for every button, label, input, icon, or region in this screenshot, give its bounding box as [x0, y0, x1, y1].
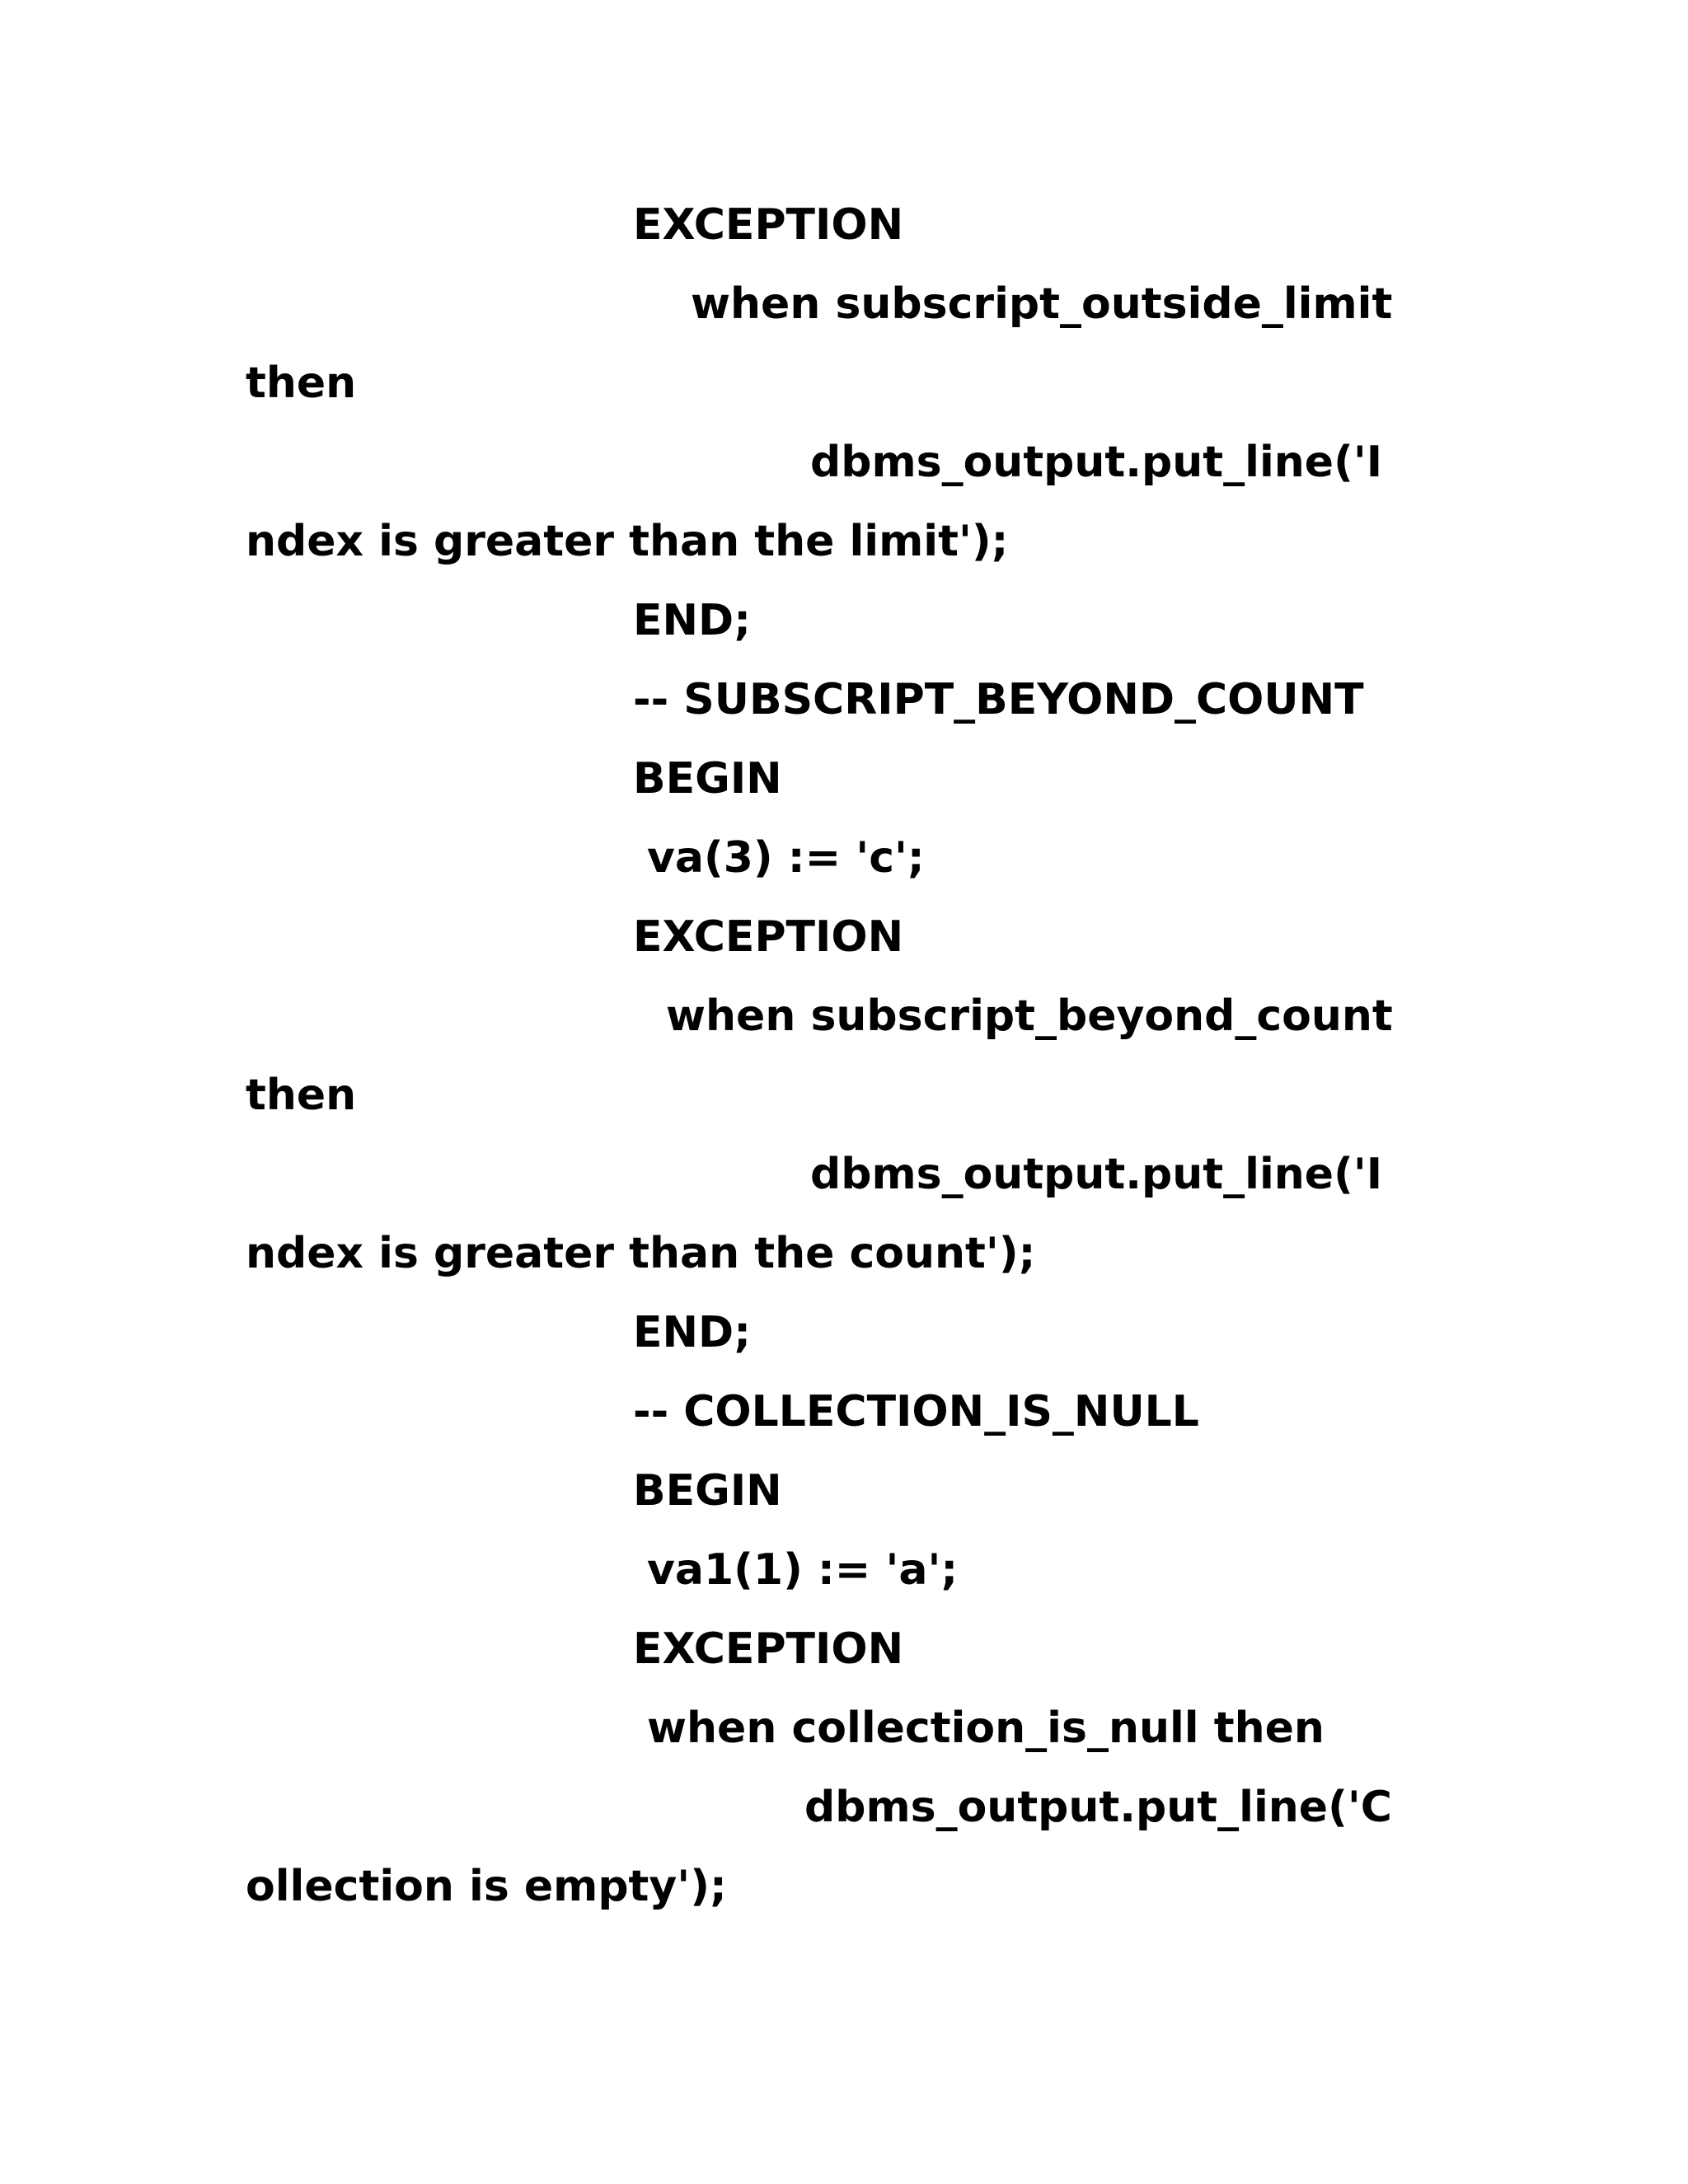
code-line: END; [633, 596, 751, 645]
code-line: dbms_output.put_line('C [804, 1783, 1392, 1832]
code-line: BEGIN [633, 1466, 782, 1516]
code-line: when subscript_beyond_count [666, 991, 1393, 1041]
code-line: ndex is greater than the limit'); [246, 517, 1009, 566]
code-line: then [246, 1071, 357, 1120]
code-line: EXCEPTION [633, 1624, 904, 1674]
code-line: EXCEPTION [633, 912, 904, 962]
code-line: BEGIN [633, 754, 782, 804]
code-line: va1(1) := 'a'; [647, 1545, 959, 1595]
code-line: va(3) := 'c'; [647, 833, 925, 883]
code-line: -- COLLECTION_IS_NULL [633, 1387, 1199, 1436]
code-line: dbms_output.put_line('I [810, 1150, 1383, 1199]
code-line: when collection_is_null then [647, 1704, 1325, 1753]
code-line: dbms_output.put_line('I [810, 438, 1383, 487]
code-line: -- SUBSCRIPT_BEYOND_COUNT [633, 675, 1364, 724]
code-line: when subscript_outside_limit [691, 279, 1393, 329]
code-line: ollection is empty'); [246, 1862, 727, 1911]
code-line: EXCEPTION [633, 200, 904, 250]
code-line: then [246, 359, 357, 408]
code-line: ndex is greater than the count'); [246, 1229, 1036, 1278]
code-line: END; [633, 1308, 751, 1357]
